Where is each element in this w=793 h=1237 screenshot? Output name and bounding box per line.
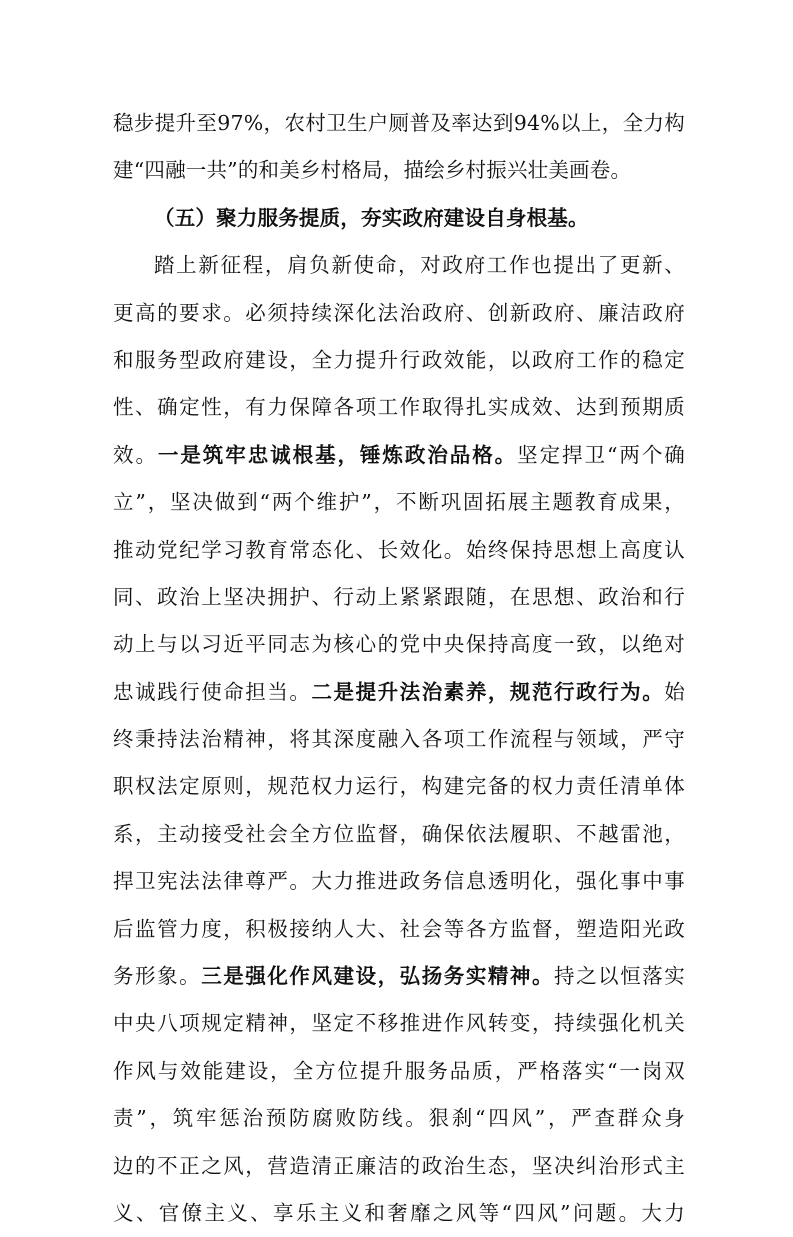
text-line-4: 踏上新征程，肩负新使命，对政府工作也提出了更新、 [154, 253, 685, 278]
bold-subheading-2: 二是提升法治素养，规范行政行为。 [311, 679, 665, 704]
text-line-1: 稳步提升至97%，农村卫生户厕普及率达到94%以上，全力构 [113, 111, 685, 135]
text-line-16: 系，主动接受社会全方位监督，确保依法履职、不越雷池， [113, 821, 685, 846]
text-line-21: 作风与效能建设，全方位提升服务品质，严格落实“一岗双 [113, 1058, 685, 1083]
text-line-20: 中央八项规定精神，坚定不移推进作风转变，持续强化机关 [113, 1011, 685, 1036]
text-line-22: 责”，筑牢惩治预防腐败防线。狠刹“四风”，严查群众身 [113, 1106, 685, 1131]
text-line-12: 动上与以习近平同志为核心的党中央保持高度一致，以绝对 [113, 632, 685, 657]
text-line-18: 后监管力度，积极接纳人大、社会等各方监督，塑造阳光政 [113, 916, 685, 941]
text-line-5: 更高的要求。必须持续深化法治政府、创新政府、廉洁政府 [113, 300, 685, 325]
text-line-24: 义、官僚主义、享乐主义和奢靡之风等“四风”问题。大力 [113, 1200, 685, 1225]
text-line-10: 推动党纪学习教育常态化、长效化。始终保持思想上高度认 [113, 537, 685, 562]
document-page [113, 100, 685, 1237]
text-line-17: 捍卫宪法法律尊严。大力推进政务信息透明化，强化事中事 [113, 869, 685, 894]
bold-subheading-1: 一是筑牢忠诚根基，锤炼政治品格。 [157, 442, 518, 467]
text-line-15: 职权法定原则，规范权力运行，构建完备的权力责任清单体 [113, 774, 685, 799]
text-line-19: 务形象。三是强化作风建设，弘扬务实精神。持之以恒落实 [113, 964, 685, 989]
text-line-9: 立”，坚决做到“两个维护”，不断巩固拓展主题教育成果， [113, 490, 685, 515]
text-line-11: 同、政治上坚决拥护、行动上紧紧跟随，在思想、政治和行 [113, 584, 685, 609]
text-line-23: 边的不正之风，营造清正廉洁的政治生态，坚决纠治形式主 [113, 1153, 685, 1178]
text-line-2: 建“四融一共”的和美乡村格局，描绘乡村振兴壮美画卷。 [113, 158, 632, 183]
text-line-6: 和服务型政府建设，全力提升行政效能，以政府工作的稳定 [113, 347, 685, 372]
text-line-13: 忠诚践行使命担当。二是提升法治素养，规范行政行为。始 [113, 679, 685, 704]
text-line-7: 性、确定性，有力保障各项工作取得扎实成效、达到预期质 [113, 395, 685, 420]
section-heading: （五）聚力服务提质，夯实政府建设自身根基。 [154, 205, 589, 230]
bold-subheading-3: 三是强化作风建设，弘扬务实精神。 [201, 964, 555, 989]
text-line-8: 效。一是筑牢忠诚根基，锤炼政治品格。坚定捍卫“两个确 [113, 442, 685, 467]
text-line-14: 终秉持法治精神，将其深度融入各项工作流程与领域，严守 [113, 727, 685, 752]
